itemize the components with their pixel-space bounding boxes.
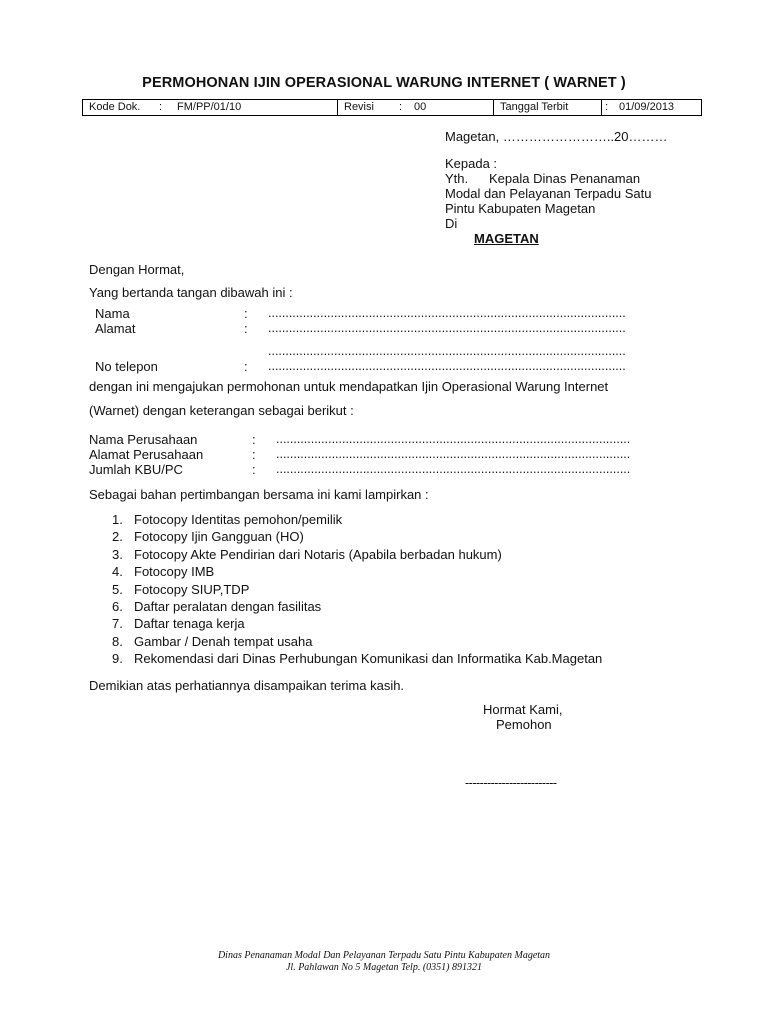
list-item-text: Fotocopy Akte Pendirian dari Notaris (Apabila berbadan hukum) xyxy=(134,546,502,562)
document-title: PERMOHONAN IJIN OPERASIONAL WARUNG INTERNET ( WARNET ) xyxy=(142,75,626,91)
list-item xyxy=(112,650,602,667)
field-nama-perusahaan-colon: : xyxy=(252,432,256,447)
list-item-number: 2. xyxy=(112,529,123,545)
list-item-text: Rekomendasi dari Dinas Perhubungan Komunikasi dan Informatika Kab.Magetan xyxy=(134,651,603,667)
list-item-text: Gambar / Denah tempat usaha xyxy=(134,633,313,649)
field-jumlah-kbu-dots: ...................................................................................................... xyxy=(276,462,631,476)
list-item-text: Fotocopy Identitas pemohon/pemilik xyxy=(134,512,343,527)
footer-line-1: Dinas Penanaman Modal Dan Pelayanan Terpadu Satu Pintu Kabupaten Magetan xyxy=(217,950,551,961)
kode-dok-label: Kode Dok. xyxy=(89,101,141,113)
list-item xyxy=(112,615,602,632)
closing-text: Demikian atas perhatiannya disampaikan terima kasih. xyxy=(89,678,405,693)
list-item-number: 7. xyxy=(112,616,123,632)
revisi-value: 00 xyxy=(414,101,427,113)
list-item-number: 9. xyxy=(112,651,123,667)
kode-dok-cell xyxy=(83,100,338,115)
field-nama-perusahaan-dots: ...................................................................................................... xyxy=(276,432,631,446)
tanggal-terbit-value: 01/09/2013 xyxy=(619,101,675,113)
list-item-number: 5. xyxy=(112,581,123,597)
recipient-line2: Modal dan Pelayanan Terpadu Satu xyxy=(445,186,652,201)
field-alamat-label: Alamat xyxy=(95,321,136,336)
request-line-2: (Warnet) dengan keterangan sebagai berikut : xyxy=(89,403,354,418)
tanggal-terbit-cell xyxy=(494,100,602,115)
field-nama-colon: : xyxy=(244,306,248,321)
signoff-hormat: Hormat Kami, xyxy=(483,702,563,717)
field-telepon-dots: ....................................................................................................... xyxy=(268,359,626,373)
list-item xyxy=(112,528,602,545)
signoff-pemohon: Pemohon xyxy=(496,717,552,732)
recipient-yth: Yth. xyxy=(445,171,469,186)
list-item xyxy=(112,598,602,615)
attachments-intro: Sebagai bahan pertimbangan bersama ini kami lampirkan : xyxy=(89,487,429,502)
list-item xyxy=(112,546,602,563)
field-alamat-colon: : xyxy=(244,321,248,336)
list-item-text: Fotocopy SIUP,TDP xyxy=(134,581,250,597)
list-item-number: 6. xyxy=(112,599,123,615)
list-item xyxy=(112,511,602,528)
intro-text: Yang bertanda tangan dibawah ini : xyxy=(89,285,293,300)
list-item xyxy=(112,633,602,650)
document-info-table xyxy=(82,99,702,116)
kode-dok-colon: : xyxy=(159,101,163,113)
recipient-line3: Pintu Kabupaten Magetan xyxy=(445,201,596,216)
field-nama-perusahaan-label: Nama Perusahaan xyxy=(89,432,198,447)
field-alamat-perusahaan-colon: : xyxy=(252,447,256,462)
list-item-number: 8. xyxy=(112,633,123,649)
field-alamat-extra-dots: ....................................................................................................... xyxy=(268,344,626,358)
field-alamat-perusahaan-dots: ...................................................................................................... xyxy=(276,447,631,461)
list-item-text: Fotocopy IMB xyxy=(134,564,215,580)
list-item-number: 4. xyxy=(112,564,123,580)
field-telepon-label: No telepon xyxy=(95,359,158,374)
field-nama-label: Nama xyxy=(95,306,130,321)
footer-line-2: Jl. Pahlawan No 5 Magetan Telp. (0351) 891321 xyxy=(285,962,482,973)
recipient-line1: Kepala Dinas Penanaman xyxy=(489,171,641,186)
greeting: Dengan Hormat, xyxy=(89,262,185,277)
field-alamat-dots: ....................................................................................................... xyxy=(268,321,626,335)
list-item-number: 1. xyxy=(112,512,123,527)
tanggal-terbit-value-cell xyxy=(602,100,701,115)
recipient-di: Di xyxy=(445,216,458,231)
list-item xyxy=(112,581,602,598)
signature-line: ------------------------- xyxy=(465,776,557,790)
tanggal-terbit-label: Tanggal Terbit xyxy=(500,101,569,113)
tanggal-colon: : xyxy=(605,101,609,113)
list-item-text: Fotocopy Ijin Gangguan (HO) xyxy=(134,529,304,545)
revisi-cell xyxy=(338,100,494,115)
attachments-list xyxy=(112,511,602,668)
list-item-number: 3. xyxy=(112,546,123,562)
recipient-kepada: Kepada : xyxy=(445,156,498,171)
revisi-label: Revisi xyxy=(344,101,374,113)
list-item-text: Daftar peralatan dengan fasilitas xyxy=(134,599,322,615)
list-item-text: Daftar tenaga kerja xyxy=(134,616,245,632)
list-item xyxy=(112,563,602,580)
revisi-colon: : xyxy=(399,101,403,113)
field-alamat-perusahaan-label: Alamat Perusahaan xyxy=(89,447,204,462)
field-jumlah-kbu-colon: : xyxy=(252,462,256,477)
request-line-1: dengan ini mengajukan permohonan untuk mendapatkan Ijin Operasional Warung Internet xyxy=(89,379,609,394)
field-nama-dots: ....................................................................................................... xyxy=(268,306,626,320)
place-date: Magetan, ……………………..20……… xyxy=(445,129,668,144)
recipient-city: MAGETAN xyxy=(474,231,539,246)
field-telepon-colon: : xyxy=(244,359,248,374)
field-jumlah-kbu-label: Jumlah KBU/PC xyxy=(89,462,183,477)
kode-dok-value: FM/PP/01/10 xyxy=(177,101,242,113)
